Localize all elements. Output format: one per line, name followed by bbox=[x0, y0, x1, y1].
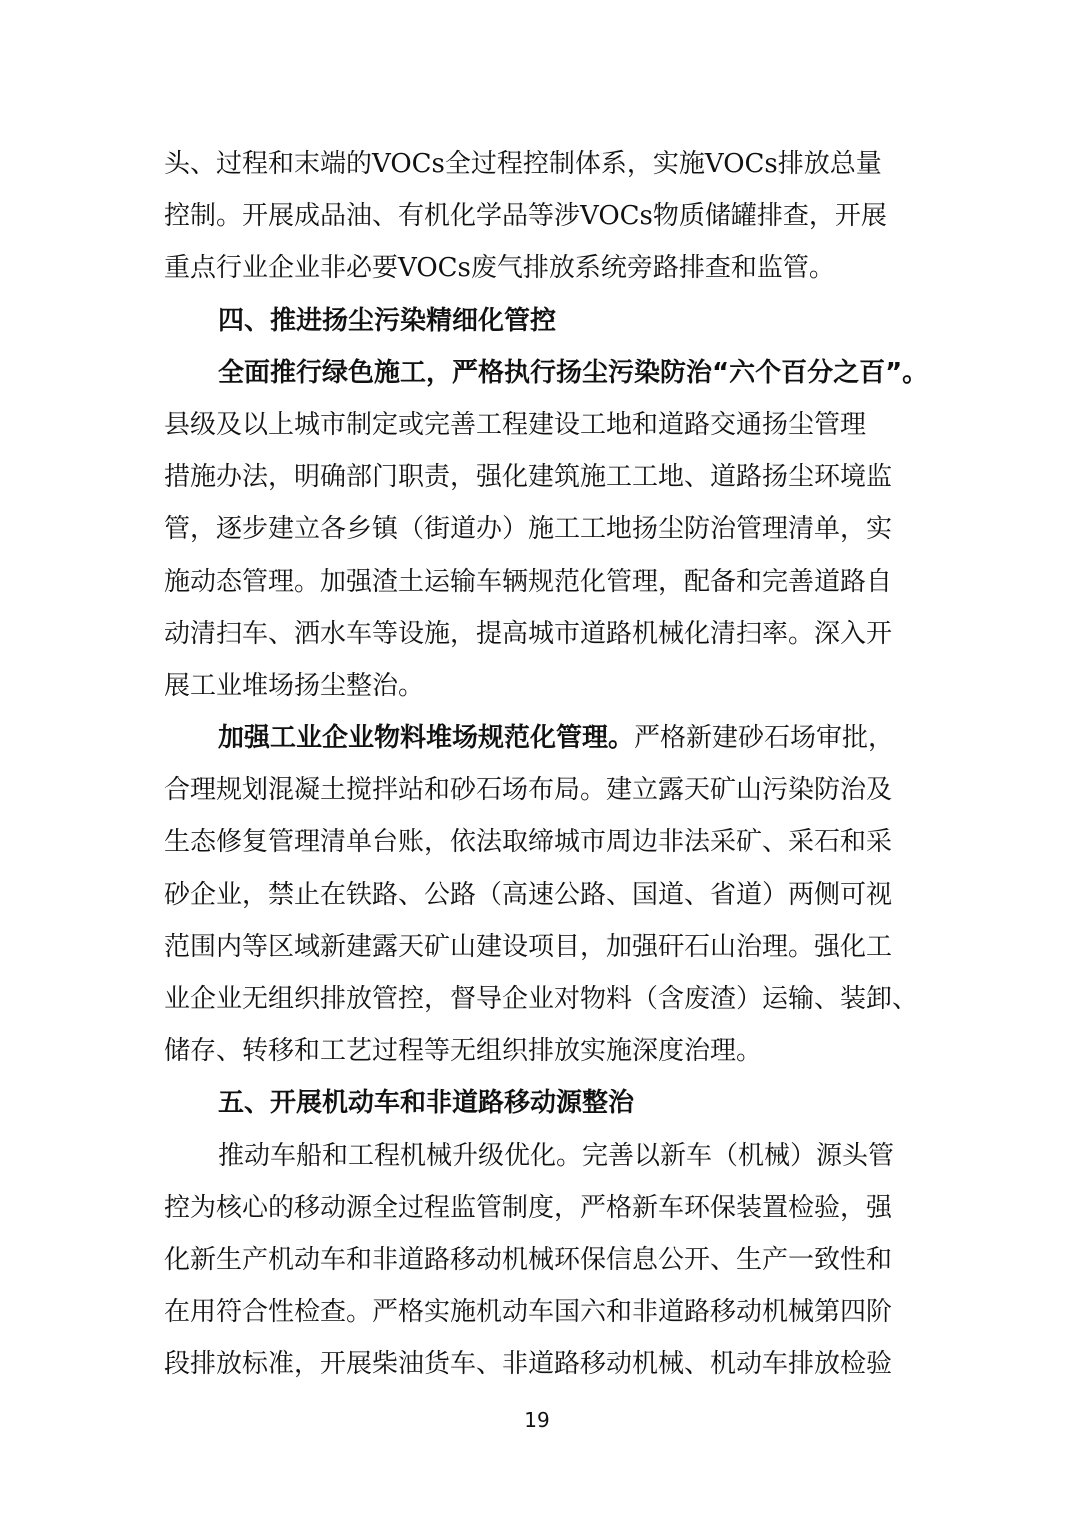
paragraph-first-line: 推动车船和工程机械升级优化。完善以新车（机械）源头管 bbox=[218, 1140, 895, 1171]
body-line: 县级及以上城市制定或完善工程建设工地和道路交通扬尘管理 bbox=[164, 409, 867, 440]
body-line: 生态修复管理清单台账，依法取缔城市周边非法采矿、采石和采 bbox=[164, 827, 893, 858]
body-line: 展工业堆场扬尘整治。 bbox=[164, 670, 425, 701]
page-number: 19 bbox=[524, 1408, 550, 1432]
body-line: 合理规划混凝土搅拌站和砂石场布局。建立露天矿山污染防治及 bbox=[164, 775, 893, 806]
body-line: 业企业无组织排放管控，督导企业对物料（含废渣）运输、装卸、 bbox=[164, 984, 919, 1014]
body-line: 砂企业，禁止在铁路、公路（高速公路、国道、省道）两侧可视 bbox=[164, 879, 893, 910]
section-heading: 四、推进扬尘污染精细化管控 bbox=[218, 305, 557, 336]
section-heading: 五、开展机动车和非道路移动源整治 bbox=[218, 1088, 635, 1119]
bold-lead-sentence: 全面推行绿色施工，严格执行扬尘污染防治“六个百分之百”。 bbox=[218, 357, 929, 388]
body-text: 严格新建砂石场审批， bbox=[634, 723, 895, 754]
body-line: 头、过程和末端的VOCs全过程控制体系，实施VOCs排放总量 bbox=[164, 149, 882, 179]
body-line: 动清扫车、洒水车等设施，提高城市道路机械化清扫率。深入开 bbox=[164, 618, 893, 649]
document-body bbox=[164, 138, 929, 1391]
body-line: 在用符合性检查。严格实施机动车国六和非道路移动机械第四阶 bbox=[164, 1297, 893, 1328]
body-line: 储存、转移和工艺过程等无组织排放实施深度治理。 bbox=[164, 1036, 763, 1067]
body-line: 控为核心的移动源全过程监管制度，严格新车环保装置检验，强 bbox=[164, 1192, 893, 1223]
body-line: 段排放标准，开展柴油货车、非道路移动机械、机动车排放检验 bbox=[164, 1349, 893, 1380]
body-line: 范围内等区域新建露天矿山建设项目，加强矸石山治理。强化工 bbox=[164, 931, 893, 962]
paragraph-first-line bbox=[164, 712, 914, 764]
body-line: 重点行业企业非必要VOCs废气排放系统旁路排查和监管。 bbox=[164, 253, 835, 284]
body-line: 化新生产机动车和非道路移动机械环保信息公开、生产一致性和 bbox=[164, 1244, 893, 1275]
body-line: 控制。开展成品油、有机化学品等涉VOCs物质储罐排查，开展 bbox=[164, 201, 887, 232]
body-line: 措施办法，明确部门职责，强化建筑施工工地、道路扬尘环境监 bbox=[164, 462, 893, 493]
body-line: 施动态管理。加强渣土运输车辆规范化管理，配备和完善道路自 bbox=[164, 566, 893, 597]
body-line: 管，逐步建立各乡镇（街道办）施工工地扬尘防治管理清单，实 bbox=[164, 514, 893, 545]
bold-lead-sentence: 加强工业企业物料堆场规范化管理。 bbox=[218, 723, 635, 754]
